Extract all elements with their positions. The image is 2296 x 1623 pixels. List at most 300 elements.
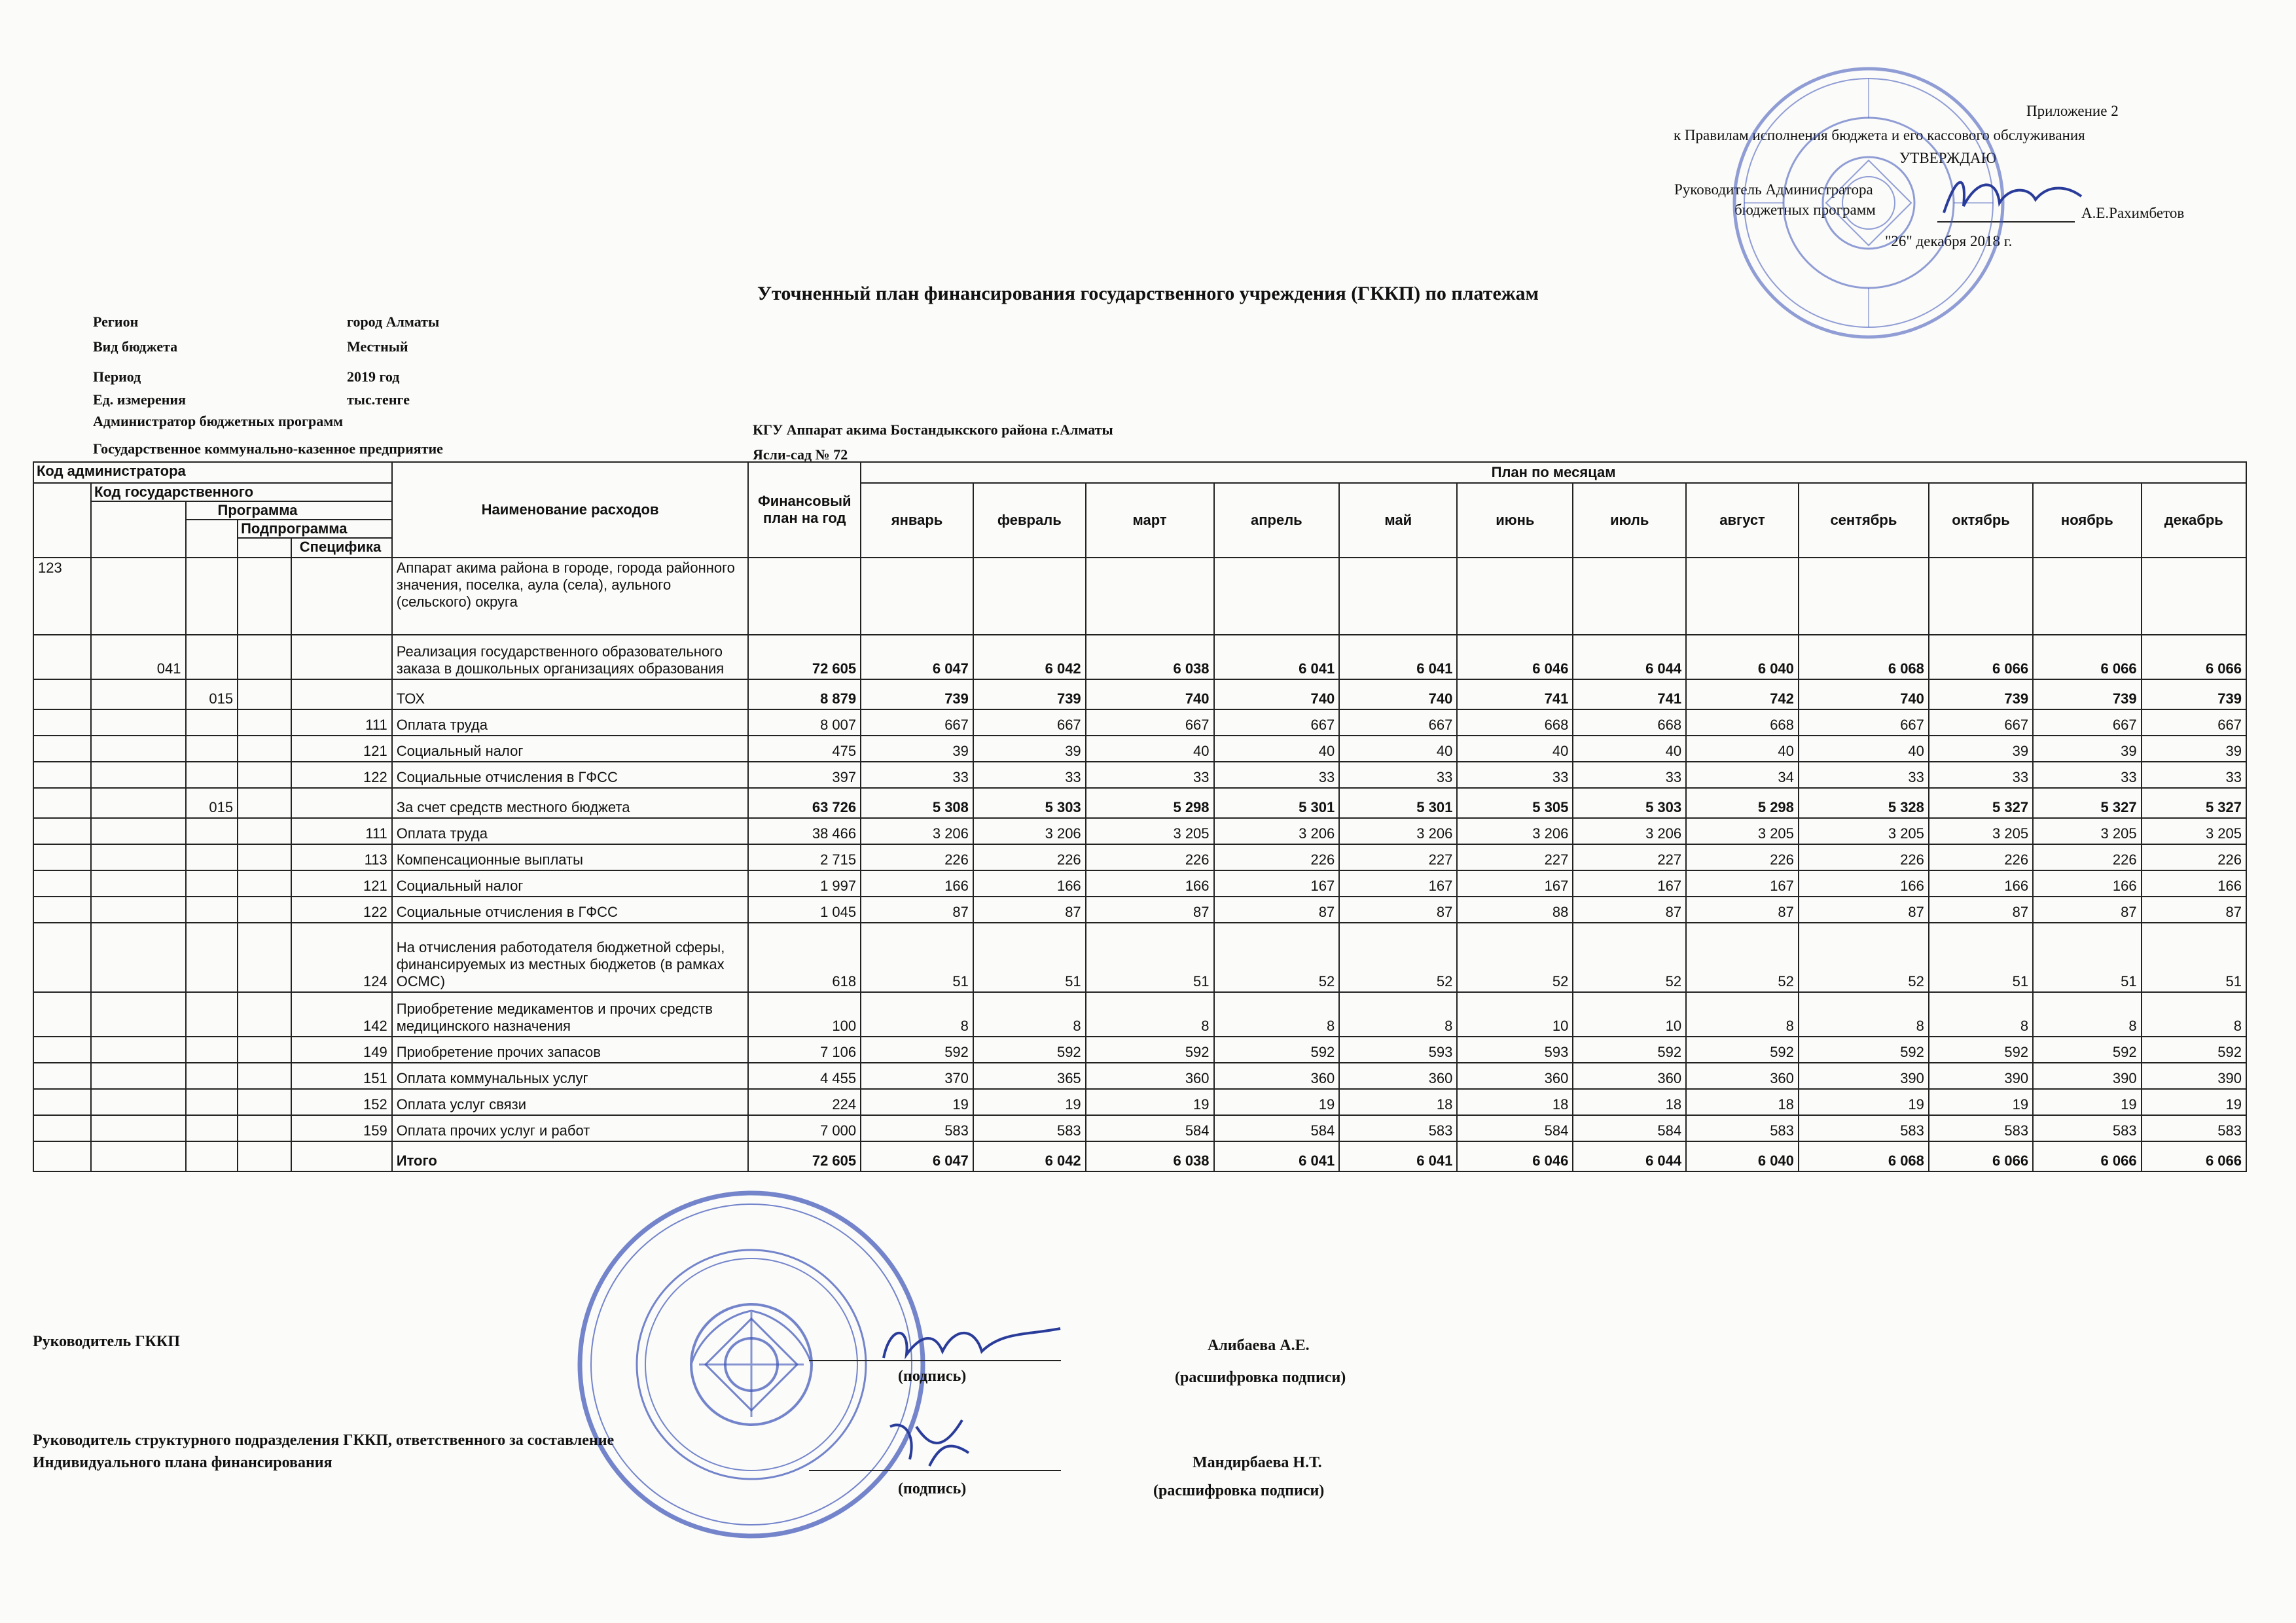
month-header: февраль [973,483,1086,558]
month-value-cell: 739 [1929,679,2033,709]
month-value-cell: 592 [1799,1037,1929,1063]
admin-code-cell: 123 [33,558,91,635]
month-header: ноябрь [2033,483,2141,558]
admin-code-cell [33,1141,91,1171]
head-signature [877,1319,1067,1371]
month-value-cell: 166 [973,870,1086,897]
month-value-cell: 40 [1214,736,1340,762]
month-value-cell: 226 [973,844,1086,870]
empty-code-cell [238,897,291,923]
program-code-cell: 041 [91,635,186,679]
month-value-cell: 87 [1686,897,1799,923]
month-value-cell: 6 047 [861,635,973,679]
approver-name: А.Е.Рахимбетов [2081,205,2185,221]
month-value-cell: 390 [2033,1063,2141,1089]
table-row [33,992,2246,1037]
month-value-cell: 740 [1799,679,1929,709]
subprogram-code-cell [186,870,238,897]
month-value-cell: 3 205 [1929,818,2033,844]
month-value-cell: 19 [1799,1089,1929,1115]
month-value-cell: 593 [1339,1037,1457,1063]
month-value-cell: 390 [1799,1063,1929,1089]
month-value-cell: 226 [1214,844,1340,870]
financing-plan-table [33,461,2247,1172]
specific-code-cell: 113 [291,844,392,870]
month-value-cell: 741 [1457,679,1573,709]
month-value-cell: 592 [1929,1037,2033,1063]
month-value-cell: 52 [1799,923,1929,992]
month-value-cell: 226 [1686,844,1799,870]
month-value-cell: 360 [1214,1063,1340,1089]
gov-code-header: Код государственного [91,483,392,501]
month-value-cell: 166 [2142,870,2246,897]
program-code-cell [91,788,186,818]
struct-decode-caption: (расшифровка подпиcи) [1153,1482,1325,1499]
month-value-cell: 6 040 [1686,635,1799,679]
month-header: май [1339,483,1457,558]
month-value-cell [973,558,1086,635]
expense-name-cell: Оплата труда [392,709,749,736]
subprogram-code-cell [186,762,238,788]
empty-code-cell [238,1089,291,1115]
month-value-cell: 33 [2142,762,2246,788]
month-value-cell: 3 206 [861,818,973,844]
month-value-cell: 39 [861,736,973,762]
month-value-cell: 51 [2033,923,2141,992]
month-value-cell: 40 [1799,736,1929,762]
annual-value-cell: 8 879 [748,679,861,709]
month-value-cell: 592 [2033,1037,2141,1063]
month-value-cell: 5 298 [1086,788,1214,818]
subprogram-code-cell [186,1115,238,1141]
expense-name-cell: Социальный налог [392,736,749,762]
program-code-cell [91,679,186,709]
month-value-cell: 226 [1799,844,1929,870]
specific-code-cell: 121 [291,736,392,762]
table-row [33,897,2246,923]
month-value-cell: 5 303 [973,788,1086,818]
month-value-cell: 6 042 [973,1141,1086,1171]
admin-code-cell [33,1037,91,1063]
page-title: Уточненный план финансирования государственного учреждения (ГККП) по платежам [757,283,1539,304]
annual-value-cell: 397 [748,762,861,788]
month-value-cell [861,558,973,635]
table-row [33,818,2246,844]
month-value-cell: 6 041 [1339,1141,1457,1171]
month-value-cell: 667 [1799,709,1929,736]
month-value-cell: 667 [1086,709,1214,736]
month-value-cell: 6 038 [1086,1141,1214,1171]
month-value-cell: 33 [1573,762,1686,788]
month-value-cell: 8 [1799,992,1929,1037]
month-value-cell: 593 [1457,1037,1573,1063]
month-value-cell: 87 [973,897,1086,923]
struct-sig-caption: (подпись) [898,1480,967,1497]
month-value-cell: 667 [1929,709,2033,736]
month-value-cell: 6 041 [1214,635,1340,679]
table-row [33,709,2246,736]
month-value-cell [1457,558,1573,635]
month-value-cell [1929,558,2033,635]
expense-name-cell: Оплата труда [392,818,749,844]
expense-name-cell: Социальный налог [392,870,749,897]
month-value-cell: 8 [2033,992,2141,1037]
month-value-cell: 741 [1573,679,1686,709]
month-value-cell: 360 [1686,1063,1799,1089]
annual-value-cell: 7 000 [748,1115,861,1141]
month-value-cell: 87 [1214,897,1340,923]
specific-code-cell: 122 [291,897,392,923]
month-value-cell: 667 [861,709,973,736]
month-value-cell: 8 [973,992,1086,1037]
annual-value-cell: 2 715 [748,844,861,870]
admin-code-cell [33,897,91,923]
empty-code-cell [238,870,291,897]
admin-code-header: Код администратора [33,462,392,483]
annual-value-cell: 100 [748,992,861,1037]
month-value-cell: 33 [1457,762,1573,788]
month-value-cell [1339,558,1457,635]
admin-code-cell [33,679,91,709]
specific-code-cell: 121 [291,870,392,897]
month-value-cell: 592 [1086,1037,1214,1063]
month-value-cell: 583 [1339,1115,1457,1141]
month-value-cell: 33 [1214,762,1340,788]
empty-code-cell [238,736,291,762]
month-value-cell: 166 [2033,870,2141,897]
month-value-cell [1573,558,1686,635]
rules-label: к Правилам исполнения бюджета и его кассового обслуживания [1674,127,2085,143]
month-value-cell: 592 [1573,1037,1686,1063]
month-value-cell: 740 [1086,679,1214,709]
specific-code-cell [291,788,392,818]
appendix-label: Приложение 2 [2026,103,2119,119]
annual-plan-header: Финансовый план на год [748,462,861,558]
empty-code-cell [238,992,291,1037]
month-value-cell: 87 [1339,897,1457,923]
month-value-cell: 52 [1339,923,1457,992]
month-value-cell: 583 [1686,1115,1799,1141]
head-name: Алибаева А.Е. [1208,1337,1310,1354]
specific-code-cell: 142 [291,992,392,1037]
month-value-cell: 87 [1929,897,2033,923]
month-value-cell: 584 [1573,1115,1686,1141]
program-code-cell [91,992,186,1037]
expense-name-cell: Оплата услуг связи [392,1089,749,1115]
expense-name-cell: Итого [392,1141,749,1171]
annual-value-cell: 224 [748,1089,861,1115]
month-value-cell: 739 [2033,679,2141,709]
admin-code-cell [33,709,91,736]
month-value-cell: 87 [1573,897,1686,923]
table-row [33,679,2246,709]
month-value-cell: 33 [861,762,973,788]
admin-code-cell [33,923,91,992]
month-header: апрель [1214,483,1340,558]
specific-code-cell: 124 [291,923,392,992]
expense-name-cell: Приобретение прочих запасов [392,1037,749,1063]
head-sig-caption: (подпись) [898,1368,967,1385]
month-value-cell [1686,558,1799,635]
program-code-cell [91,1141,186,1171]
month-value-cell: 592 [861,1037,973,1063]
period-label: Период [93,368,141,385]
month-value-cell: 740 [1339,679,1457,709]
month-value-cell: 583 [2033,1115,2141,1141]
month-value-cell: 33 [1339,762,1457,788]
program-code-cell [91,736,186,762]
admin-code-cell [33,788,91,818]
empty-code-cell [238,923,291,992]
month-value-cell: 592 [973,1037,1086,1063]
subprogram-code-cell: 015 [186,679,238,709]
annual-value-cell: 618 [748,923,861,992]
program-code-cell [91,762,186,788]
month-value-cell: 87 [1086,897,1214,923]
month-value-cell: 6 047 [861,1141,973,1171]
program-code-cell [91,870,186,897]
specific-code-cell: 122 [291,762,392,788]
expense-name-cell: Реализация государственного образовательного заказа в дошкольных организациях образования [392,635,749,679]
month-value-cell: 33 [973,762,1086,788]
annual-value-cell: 475 [748,736,861,762]
month-value-cell: 739 [973,679,1086,709]
specific-code-cell: 111 [291,709,392,736]
month-value-cell: 33 [2033,762,2141,788]
month-value-cell: 8 [2142,992,2246,1037]
subprogram-code-cell [186,558,238,635]
expense-name-cell: Социальные отчисления в ГФСС [392,897,749,923]
specific-code-cell: 149 [291,1037,392,1063]
empty-code-cell [238,762,291,788]
annual-value-cell: 1 997 [748,870,861,897]
month-value-cell: 226 [2033,844,2141,870]
month-value-cell: 10 [1573,992,1686,1037]
month-value-cell: 227 [1573,844,1686,870]
table-row [33,1063,2246,1089]
subprogram-code-cell [186,736,238,762]
month-value-cell: 226 [861,844,973,870]
program-code-cell [91,844,186,870]
month-value-cell: 667 [1214,709,1340,736]
annual-value-cell [748,558,861,635]
month-value-cell: 6 066 [2142,1141,2246,1171]
month-header: июль [1573,483,1686,558]
month-value-cell: 8 [1686,992,1799,1037]
expense-name-cell: Оплата коммунальных услуг [392,1063,749,1089]
month-header: август [1686,483,1799,558]
month-value-cell: 668 [1573,709,1686,736]
month-value-cell: 592 [2142,1037,2246,1063]
subprogram-code-cell [186,818,238,844]
admin-code-cell [33,762,91,788]
month-value-cell: 40 [1573,736,1686,762]
specific-code-cell [291,558,392,635]
month-header: январь [861,483,973,558]
program-header: Программа [186,501,392,520]
admin-code-cell [33,818,91,844]
subprogram-code-cell [186,923,238,992]
month-value-cell: 18 [1339,1089,1457,1115]
month-value-cell: 360 [1457,1063,1573,1089]
month-value-cell: 5 301 [1339,788,1457,818]
month-value-cell: 583 [861,1115,973,1141]
month-value-cell: 3 206 [1573,818,1686,844]
month-value-cell: 6 046 [1457,635,1573,679]
month-value-cell: 52 [1457,923,1573,992]
month-value-cell: 52 [1686,923,1799,992]
annual-value-cell: 38 466 [748,818,861,844]
month-value-cell: 5 305 [1457,788,1573,818]
month-value-cell: 6 040 [1686,1141,1799,1171]
month-value-cell: 668 [1457,709,1573,736]
month-value-cell: 19 [2033,1089,2141,1115]
month-value-cell: 360 [1573,1063,1686,1089]
month-value-cell: 87 [2142,897,2246,923]
unit-label: Ед. измерения [93,391,187,408]
month-value-cell: 19 [1214,1089,1340,1115]
region-label: Регион [93,313,139,330]
month-value-cell: 5 327 [2142,788,2246,818]
month-value-cell: 19 [2142,1089,2246,1115]
month-value-cell: 167 [1339,870,1457,897]
month-header: март [1086,483,1214,558]
empty-code-cell [238,709,291,736]
month-value-cell: 167 [1214,870,1340,897]
month-value-cell: 39 [1929,736,2033,762]
month-value-cell: 583 [1929,1115,2033,1141]
month-header: октябрь [1929,483,2033,558]
month-value-cell [1086,558,1214,635]
month-value-cell: 5 301 [1214,788,1340,818]
month-value-cell: 226 [2142,844,2246,870]
table-row [33,736,2246,762]
month-value-cell: 742 [1686,679,1799,709]
table-row [33,1115,2246,1141]
expense-name-cell: Компенсационные выплаты [392,844,749,870]
expense-name-header: Наименование расходов [392,462,749,558]
month-value-cell: 51 [1929,923,2033,992]
month-value-cell: 3 205 [1086,818,1214,844]
approve-date: "26" декабря 2018 г. [1885,233,2013,249]
annual-value-cell: 72 605 [748,1141,861,1171]
month-value-cell: 583 [2142,1115,2246,1141]
month-value-cell: 34 [1686,762,1799,788]
month-value-cell: 6 046 [1457,1141,1573,1171]
head-line-2: бюджетных программ [1734,202,1876,218]
month-value-cell: 6 044 [1573,635,1686,679]
month-value-cell: 6 041 [1339,635,1457,679]
month-value-cell: 667 [2142,709,2246,736]
table-row [33,923,2246,992]
month-value-cell: 166 [1929,870,2033,897]
month-value-cell: 5 328 [1799,788,1929,818]
admin-code-cell [33,1115,91,1141]
struct-signature [877,1407,975,1479]
specific-code-cell [291,679,392,709]
subprogram-code-cell [186,635,238,679]
admin-code-cell [33,992,91,1037]
region-value: город Алматы [347,313,440,330]
month-value-cell: 592 [1686,1037,1799,1063]
admin-code-cell [33,844,91,870]
struct-head-label-2: Индивидуального плана финансирования [33,1454,332,1471]
month-value-cell: 5 308 [861,788,973,818]
table-row [33,1037,2246,1063]
month-value-cell: 360 [1086,1063,1214,1089]
month-value-cell: 667 [1339,709,1457,736]
budget-type-value: Местный [347,338,408,355]
empty-code-cell [238,788,291,818]
month-value-cell: 18 [1686,1089,1799,1115]
program-code-cell [91,897,186,923]
specific-code-cell [291,1141,392,1171]
table-row [33,844,2246,870]
annual-value-cell: 4 455 [748,1063,861,1089]
month-value-cell: 39 [2142,736,2246,762]
empty-code-cell [238,844,291,870]
month-value-cell: 227 [1457,844,1573,870]
month-value-cell: 39 [973,736,1086,762]
month-value-cell: 33 [1799,762,1929,788]
monthly-plan-header: План по месяцам [861,462,2246,483]
annual-value-cell: 8 007 [748,709,861,736]
expense-name-cell: Аппарат акима района в городе, города районного значения, поселка, аула (села), аульного (сельского) округа [392,558,749,635]
month-value-cell: 18 [1573,1089,1686,1115]
month-value-cell: 739 [2142,679,2246,709]
struct-name: Мандирбаева Н.Т. [1193,1454,1322,1471]
month-value-cell: 18 [1457,1089,1573,1115]
month-value-cell: 360 [1339,1063,1457,1089]
month-value-cell: 166 [1086,870,1214,897]
month-value-cell: 52 [1573,923,1686,992]
program-code-cell [91,1089,186,1115]
unit-value: тыс.тенге [347,391,410,408]
month-value-cell: 33 [1086,762,1214,788]
table-row [33,1141,2246,1171]
month-value-cell: 3 205 [2142,818,2246,844]
month-value-cell: 39 [2033,736,2141,762]
expense-name-cell: ТОХ [392,679,749,709]
empty-code-cell [238,1063,291,1089]
enterprise-label: Государственное коммунально-казенное предприятие [93,440,443,457]
admin-value: КГУ Аппарат акима Бостандыкского района г.Алматы [753,421,1113,438]
empty-code-cell [238,818,291,844]
approver-signature [1937,167,2088,226]
head-line-1: Руководитель Администратора [1674,181,1873,198]
specific-header: Специфика [291,538,392,558]
month-value-cell: 365 [973,1063,1086,1089]
program-code-cell [91,818,186,844]
program-code-cell [91,1115,186,1141]
month-value-cell: 5 327 [2033,788,2141,818]
month-value-cell: 6 038 [1086,635,1214,679]
month-value-cell: 88 [1457,897,1573,923]
month-value-cell [2142,558,2246,635]
month-value-cell: 6 066 [2033,1141,2141,1171]
month-value-cell: 19 [1086,1089,1214,1115]
specific-code-cell: 111 [291,818,392,844]
subprogram-code-cell [186,1141,238,1171]
month-value-cell: 6 041 [1214,1141,1340,1171]
table-row [33,1089,2246,1115]
month-value-cell: 584 [1086,1115,1214,1141]
month-value-cell: 226 [1086,844,1214,870]
month-value-cell [2033,558,2141,635]
month-value-cell: 33 [1929,762,2033,788]
month-value-cell: 51 [1086,923,1214,992]
month-value-cell: 40 [1339,736,1457,762]
